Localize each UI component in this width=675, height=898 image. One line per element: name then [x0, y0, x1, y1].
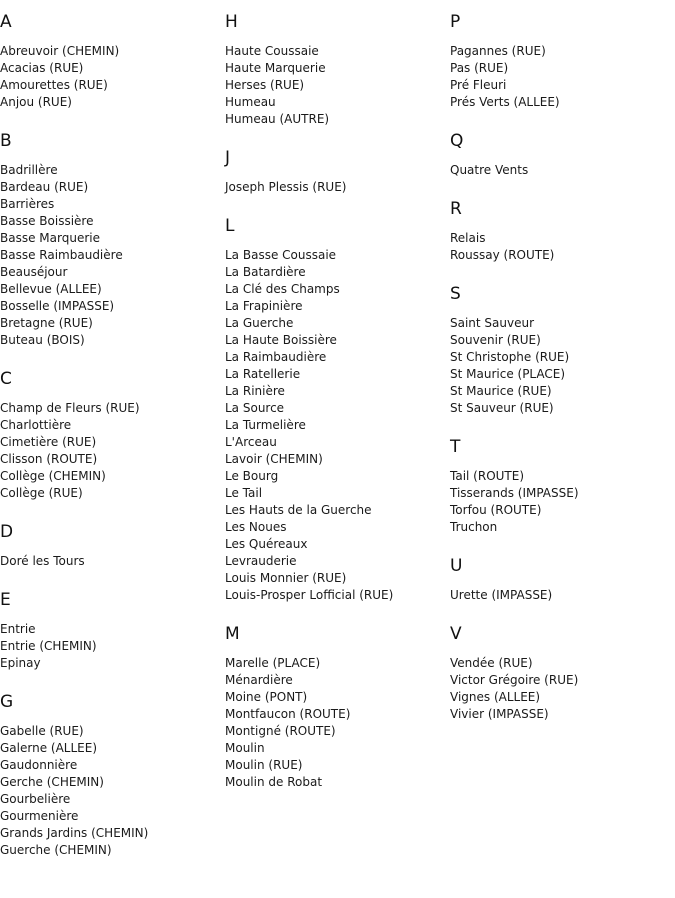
street-name: Acacias (RUE): [0, 61, 84, 75]
letter-heading: G: [0, 692, 14, 712]
street-name: Moulin de Robat: [225, 775, 323, 789]
street-name: Cimetière (RUE): [0, 435, 97, 449]
letter-section: [225, 148, 445, 196]
street-name: Gourbelière: [0, 792, 71, 806]
letter-heading: M: [225, 624, 240, 644]
street-name: Humeau: [225, 95, 276, 109]
street-name: Gabelle (RUE): [0, 724, 84, 738]
letter-section: [450, 624, 670, 723]
street-name: Louis Monnier (RUE): [225, 571, 347, 585]
street-name: La Basse Coussaie: [225, 248, 337, 262]
street-name: Levrauderie: [225, 554, 297, 568]
street-name: Montigné (ROUTE): [225, 724, 336, 738]
letter-heading: B: [0, 131, 12, 151]
letter-section: [0, 131, 220, 349]
letter-heading: C: [0, 369, 12, 389]
letter-section: [450, 556, 670, 604]
street-name: Grands Jardins (CHEMIN): [0, 826, 149, 840]
letter-heading: S: [450, 284, 461, 304]
letter-heading: V: [450, 624, 462, 644]
letter-section: [450, 284, 670, 417]
street-name: Saint Sauveur: [450, 316, 535, 330]
street-name: La Turmelière: [225, 418, 306, 432]
street-name: Victor Grégoire (RUE): [450, 673, 579, 687]
street-name: Urette (IMPASSE): [450, 588, 553, 602]
street-name: Lavoir (CHEMIN): [225, 452, 323, 466]
letter-section: [225, 624, 445, 791]
street-name: St Christophe (RUE): [450, 350, 570, 364]
letter-section: [225, 12, 445, 128]
letter-heading: H: [225, 12, 238, 32]
street-name: Badrillère: [0, 163, 58, 177]
letter-section: [0, 590, 220, 672]
letter-section: [450, 199, 670, 264]
street-name: Entrie (CHEMIN): [0, 639, 97, 653]
letter-section: [450, 437, 670, 536]
street-name: Clisson (ROUTE): [0, 452, 98, 466]
street-name: La Rinière: [225, 384, 285, 398]
street-name: Gaudonnière: [0, 758, 78, 772]
street-name: Guerche (CHEMIN): [0, 843, 112, 857]
street-name: Moulin (RUE): [225, 758, 303, 772]
street-name: Les Noues: [225, 520, 287, 534]
street-name: La Ratellerie: [225, 367, 301, 381]
street-name: Gourmenière: [0, 809, 79, 823]
letter-heading: A: [0, 12, 12, 32]
street-name: Torfou (ROUTE): [450, 503, 542, 517]
street-name: Anjou (RUE): [0, 95, 72, 109]
letter-heading: E: [0, 590, 11, 610]
letter-heading: L: [225, 216, 235, 236]
street-name: Champ de Fleurs (RUE): [0, 401, 140, 415]
street-name: Amourettes (RUE): [0, 78, 108, 92]
letter-heading: D: [0, 522, 14, 542]
street-name: Basse Marquerie: [0, 231, 100, 245]
letter-heading: Q: [450, 131, 464, 151]
street-name: Bardeau (RUE): [0, 180, 89, 194]
index-column-2: [225, 12, 445, 811]
street-name: Collège (RUE): [0, 486, 83, 500]
street-name: Charlottière: [0, 418, 72, 432]
letter-heading: J: [225, 148, 231, 168]
street-name: Moine (PONT): [225, 690, 308, 704]
street-name: Abreuvoir (CHEMIN): [0, 44, 120, 58]
street-name: Ménardière: [225, 673, 293, 687]
street-name: Gerche (CHEMIN): [0, 775, 104, 789]
street-name: Entrie: [0, 622, 36, 636]
street-name: Tail (ROUTE): [450, 469, 525, 483]
street-name: St Sauveur (RUE): [450, 401, 554, 415]
street-name: Louis-Prosper Lofficial (RUE): [225, 588, 394, 602]
street-name: Le Bourg: [225, 469, 279, 483]
street-name: Humeau (AUTRE): [225, 112, 330, 126]
street-name: Barrières: [0, 197, 55, 211]
letter-section: [450, 131, 670, 179]
street-name: Herses (RUE): [225, 78, 305, 92]
letter-heading: U: [450, 556, 463, 576]
street-name: Pas (RUE): [450, 61, 509, 75]
letter-heading: T: [450, 437, 461, 457]
street-name: Marelle (PLACE): [225, 656, 321, 670]
street-name: La Batardière: [225, 265, 306, 279]
street-name: Joseph Plessis (RUE): [225, 180, 347, 194]
letter-section: [0, 692, 220, 859]
street-name: Epinay: [0, 656, 41, 670]
street-name: Beauséjour: [0, 265, 68, 279]
street-name: La Haute Boissière: [225, 333, 337, 347]
street-name: Pagannes (RUE): [450, 44, 546, 58]
street-name: Quatre Vents: [450, 163, 529, 177]
street-name: Vivier (IMPASSE): [450, 707, 549, 721]
street-name: Relais: [450, 231, 486, 245]
street-name: Roussay (ROUTE): [450, 248, 555, 262]
street-name: Haute Coussaie: [225, 44, 319, 58]
street-name: Galerne (ALLEE): [0, 741, 98, 755]
letter-section: [450, 12, 670, 111]
street-name: La Guerche: [225, 316, 294, 330]
street-name: La Clé des Champs: [225, 282, 340, 296]
street-name: Tisserands (IMPASSE): [450, 486, 579, 500]
street-name: Vignes (ALLEE): [450, 690, 541, 704]
street-name: Haute Marquerie: [225, 61, 326, 75]
street-name: Les Quéreaux: [225, 537, 308, 551]
letter-section: [225, 216, 445, 604]
street-name: Le Tail: [225, 486, 263, 500]
street-name: Bosselle (IMPASSE): [0, 299, 115, 313]
street-name: Prés Verts (ALLEE): [450, 95, 560, 109]
street-name: Basse Boissière: [0, 214, 94, 228]
street-name: St Maurice (RUE): [450, 384, 552, 398]
street-name: L'Arceau: [225, 435, 277, 449]
street-name: Souvenir (RUE): [450, 333, 541, 347]
street-name: La Raimbaudière: [225, 350, 327, 364]
street-name: Montfaucon (ROUTE): [225, 707, 351, 721]
street-name: La Source: [225, 401, 285, 415]
street-name: Collège (CHEMIN): [0, 469, 106, 483]
street-name: La Frapinière: [225, 299, 303, 313]
street-name: Buteau (BOIS): [0, 333, 85, 347]
street-name: St Maurice (PLACE): [450, 367, 566, 381]
street-name: Vendée (RUE): [450, 656, 533, 670]
street-name: Bellevue (ALLEE): [0, 282, 102, 296]
letter-section: [0, 12, 220, 111]
letter-section: [0, 369, 220, 502]
street-name: Truchon: [450, 520, 498, 534]
letter-section: [0, 522, 220, 570]
letter-heading: P: [450, 12, 461, 32]
index-column-1: [0, 12, 220, 879]
street-name: Doré les Tours: [0, 554, 85, 568]
street-name: Les Hauts de la Guerche: [225, 503, 372, 517]
street-name: Pré Fleuri: [450, 78, 507, 92]
street-name: Moulin: [225, 741, 265, 755]
index-column-3: [450, 12, 670, 743]
street-name: Basse Raimbaudière: [0, 248, 123, 262]
letter-heading: R: [450, 199, 462, 219]
street-name: Bretagne (RUE): [0, 316, 93, 330]
